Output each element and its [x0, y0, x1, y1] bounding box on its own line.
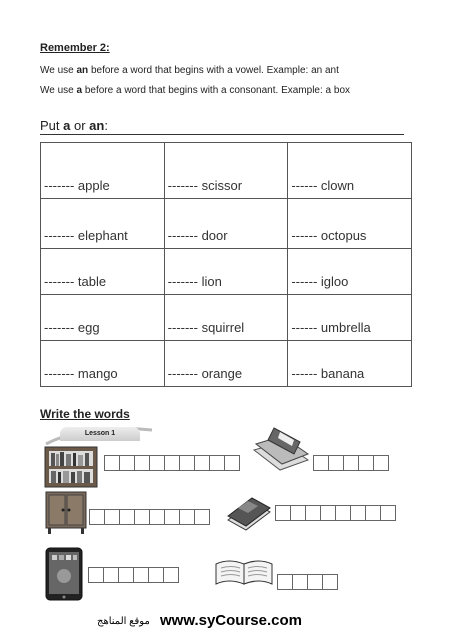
table-row [41, 143, 412, 199]
table-row [41, 295, 412, 341]
table-cell: ------- table [41, 249, 165, 295]
table-cell: ------- orange [164, 341, 288, 387]
tablet-icon [44, 546, 84, 604]
word-boxes[interactable] [104, 455, 239, 471]
remember-title: Remember 2: [40, 42, 110, 54]
word-boxes[interactable] [89, 509, 209, 525]
table-cell: ------ umbrella [288, 295, 412, 341]
cupboard-icon [44, 490, 88, 536]
table-cell: ------- door [164, 199, 288, 249]
rule-a: We use a before a word that begins with a consonant. Example: a box [40, 85, 351, 96]
article-table [40, 142, 412, 387]
instruction-underline [40, 134, 404, 135]
lesson-tab: Lesson 1 [60, 427, 140, 441]
exercise-instruction: Put a or an: [40, 118, 108, 133]
table-row [41, 249, 412, 295]
book-icon [224, 486, 274, 532]
table-cell: ------- elephant [41, 199, 165, 249]
word-boxes[interactable] [313, 455, 388, 471]
word-boxes[interactable] [275, 505, 395, 521]
word-boxes[interactable] [88, 567, 178, 583]
table-cell: ------ clown [288, 143, 412, 199]
table-cell: ------- mango [41, 341, 165, 387]
table-cell: ------ igloo [288, 249, 412, 295]
table-cell: ------- lion [164, 249, 288, 295]
table-cell: ------- scissor [164, 143, 288, 199]
table-cell: ------- squirrel [164, 295, 288, 341]
table-cell: ------- egg [41, 295, 165, 341]
open-book-icon [213, 556, 275, 590]
write-words-title: Write the words [40, 407, 130, 421]
bookshelf-icon [44, 446, 98, 488]
table-row [41, 341, 412, 387]
footer-arabic: موقع المناهج [97, 616, 150, 627]
word-boxes[interactable] [277, 574, 337, 590]
table-cell: ------- apple [41, 143, 165, 199]
table-cell: ------ banana [288, 341, 412, 387]
table-cell: ------ octopus [288, 199, 412, 249]
books-icon [250, 420, 312, 476]
table-row [41, 199, 412, 249]
footer-site-link[interactable]: www.syCourse.com [160, 612, 302, 629]
rule-an: We use an before a word that begins with a vowel. Example: an ant [40, 65, 339, 76]
